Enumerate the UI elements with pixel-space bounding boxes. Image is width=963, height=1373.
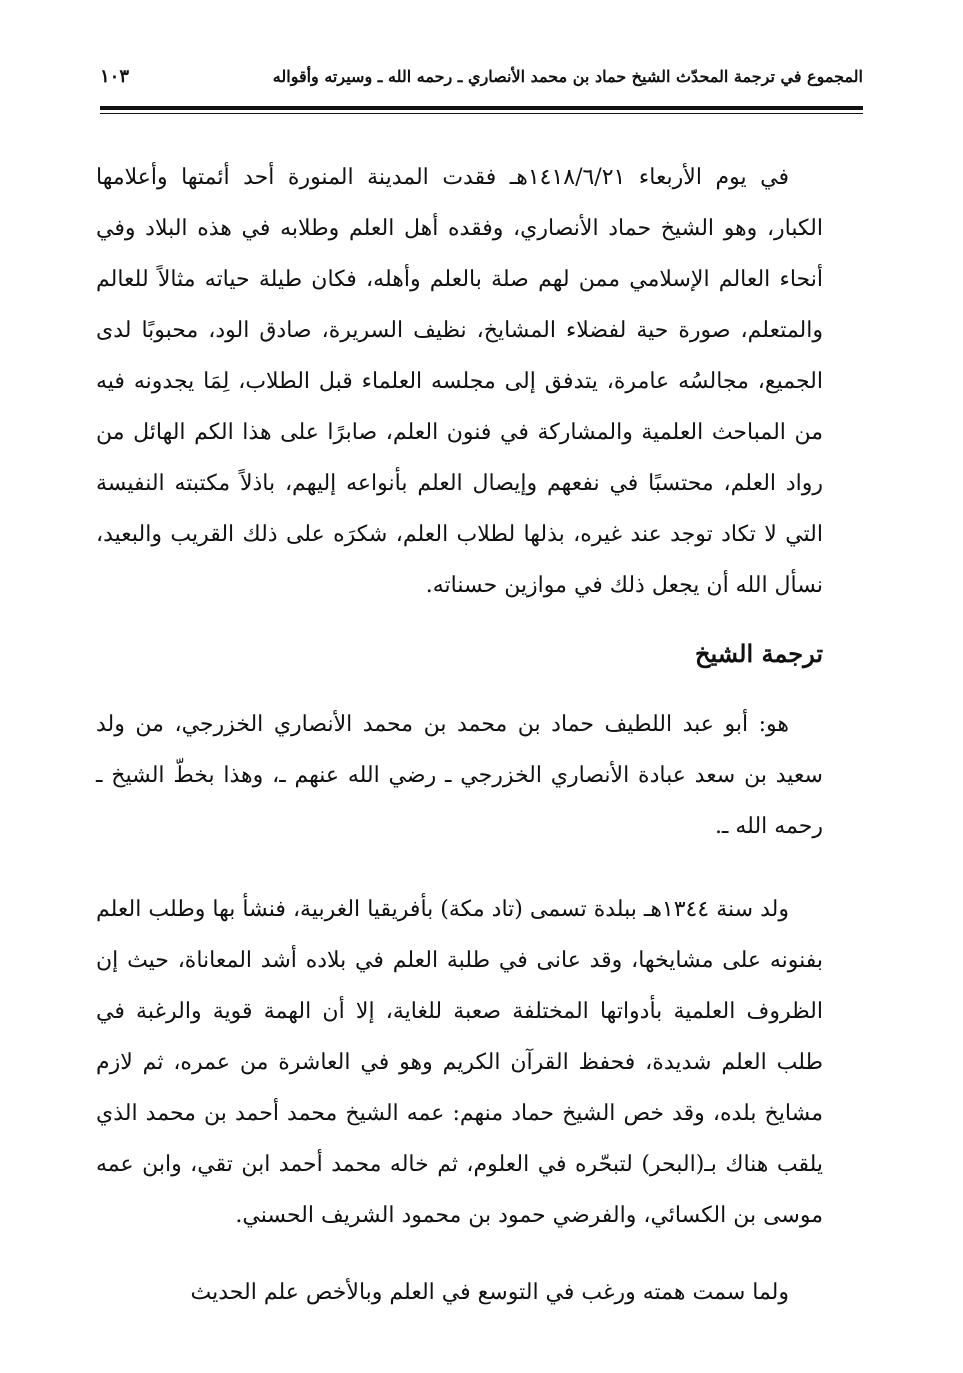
body-text <box>96 152 823 1318</box>
header-rule-thick <box>100 106 863 110</box>
paragraph-obituary: في يوم الأربعاء ١٤١٨/٦/٢١هـ فقدت المدينة المنورة أحد أئمتها وأعلامها الكبار، وهو الشيخ حماد الأنصاري، وفقده أهل العلم وطلابه في هذه البلاد وفي أنحاء العالم الإسلامي ممن لهم صلة بالعلم وأهله، فكان طيلة حياته مثالاً للعالم والمتعلم، صورة حية لفضلاء المشايخ، نظيف السريرة، صادق الود، محبوبًا لدى الجميع، مجالسُه عامرة، يتدفق إلى مجلسه العلماء قبل الطلاب، لِمَا يجدونه فيه من المباحث العلمية والمشاركة في فنون العلم، صابرًا على هذا الكم الهائل من رواد العلم، محتسبًا في نفعهم وإيصال العلم بأنواعه إليهم، باذلاً مكتبته النفيسة التي لا تكاد توجد عند غيره، بذلها لطلاب العلم، شكرَه على ذلك القريب والبعيد، نسأل الله أن يجعل ذلك في موازين حسناته. <box>96 165 823 598</box>
paragraph-birth-education: ولد سنة ١٣٤٤هـ ببلدة تسمى (تاد مكة) بأفريقيا الغربية، فنشأ بها وطلب العلم بفنونه على مشايخها، وقد عانى في طلبة العلم في بلاده أشد المعاناة، حيث إن الظروف العلمية بأدواتها المختلفة صعبة للغاية، إلا أن الهمة قوية والرغبة في طلب العلم شديدة، فحفظ القرآن الكريم وهو في العاشرة من عمره، ثم لازم مشايخ بلده، وقد خص الشيخ حماد منهم: عمه الشيخ محمد أحمد بن محمد الذي يلقب هناك بـ(البحر) لتبحّره في العلوم، ثم خاله محمد أحمد ابن تقي، وابن عمه موسى بن الكسائي، والفرضي حمود بن محمود الشريف الحسني. <box>96 897 823 1228</box>
header-rule-thin <box>100 113 863 114</box>
paragraph-continuation: ولما سمت همته ورغب في التوسع في العلم وبالأخص علم الحديث <box>190 1280 789 1305</box>
page-number: ١٠٣ <box>100 65 130 87</box>
paragraph-lineage: هو: أبو عبد اللطيف حماد بن محمد بن محمد الأنصاري الخزرجي، من ولد سعيد بن سعد عبادة الأنصاري الخزرجي ـ رضي الله عنهم ـ، وهذا بخطّ الشيخ ـ رحمه الله ـ. <box>96 712 823 839</box>
section-heading: ترجمة الشيخ <box>695 639 823 668</box>
running-header-title: المجموع في ترجمة المحدّث الشيخ حماد بن محمد الأنصاري ـ رحمه الله ـ وسيرته وأقواله <box>272 66 863 86</box>
running-header <box>100 58 863 94</box>
